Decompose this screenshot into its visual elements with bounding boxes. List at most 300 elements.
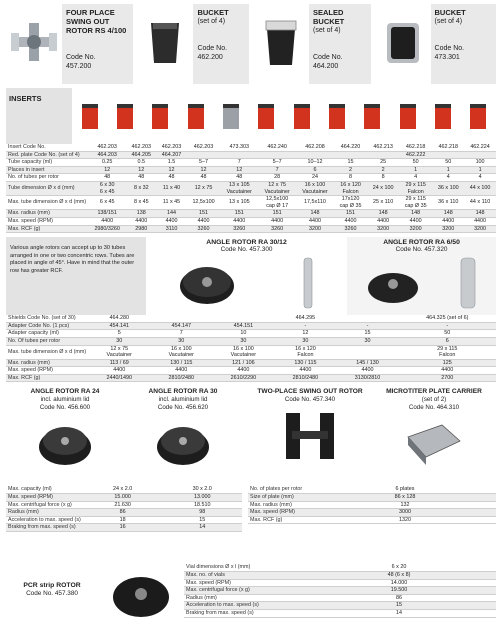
table-cell: 3260 (258, 225, 296, 233)
table-cell: 15 (336, 330, 398, 338)
table-cell: 11 x 45 (156, 196, 186, 210)
table-row (6, 486, 242, 493)
table-cell: 30 (274, 337, 336, 345)
table-cell (432, 151, 464, 159)
table-row (6, 166, 496, 174)
row-label: Max. speed (RPM) (248, 509, 314, 517)
table-cell: 1 (432, 166, 464, 174)
rotor-image (6, 4, 62, 80)
table-row (6, 330, 496, 338)
table-cell: 462.218 (399, 144, 432, 151)
table-cell (464, 151, 496, 159)
table-cell: 3260 (187, 225, 221, 233)
table-cell: 29 x 115 Falcon (399, 181, 432, 195)
table-cell: 25 (367, 159, 399, 167)
table-cell: 464.220 (334, 144, 367, 151)
table-row (184, 572, 496, 580)
row-label: Max. tube dimension Ø x d (mm) (6, 345, 88, 359)
table-cell (334, 151, 367, 159)
table-cell (212, 315, 274, 322)
table-cell: 4400 (432, 217, 464, 225)
table-cell: 1 (399, 166, 432, 174)
row-label: No. Of tubes per rotor (6, 337, 88, 345)
table-row (184, 594, 496, 602)
table-row (6, 374, 496, 382)
table-row (6, 501, 242, 509)
table-cell: 4400 (367, 217, 399, 225)
table-cell: 132 (314, 501, 496, 509)
table-cell: 2610/2290 (212, 374, 274, 382)
ra30-image (154, 417, 212, 469)
table-cell: 454.147 (150, 322, 212, 330)
table-row (248, 486, 496, 493)
row-label: Acceleration to max. speed (s) (184, 602, 302, 610)
table-row (248, 516, 496, 524)
row-label: Adapter Code No. (1 pcs) (6, 322, 88, 330)
table-cell (296, 151, 334, 159)
insert-icon (425, 88, 460, 144)
table-cell: 28 (258, 174, 296, 182)
table-cell: 48 (126, 174, 156, 182)
table-cell: 462.208 (296, 144, 334, 151)
table-cell: 6 plates (314, 486, 496, 493)
table-cell: 36 x 100 (432, 181, 464, 195)
two-place-rotor-image (278, 407, 342, 465)
ra30-card: ANGLE ROTOR RA 30 incl. aluminium lid Code No. 456.620 (124, 388, 242, 486)
table-row (184, 602, 496, 610)
table-cell: 4400 (187, 217, 221, 225)
table-row (6, 337, 496, 345)
product-sealed-bucket: SEALED BUCKET (set of 4) Code No. 464.200 (253, 4, 371, 84)
table-cell: 48 (220, 174, 258, 182)
insert-icon (213, 88, 248, 144)
table-cell: 48 (88, 174, 126, 182)
product-bucket-2: BUCKET (set of 4) Code No. 473.301 (375, 4, 496, 84)
row-label: Max. no. of vials (184, 572, 302, 580)
ra24-card: ANGLE ROTOR RA 24 incl. aluminium lid Code No. 456.600 (6, 388, 124, 486)
table-cell: 1.5 (156, 159, 186, 167)
table-cell: 29 x 115 Falcon (399, 345, 496, 359)
row-label: Red. plate Code No. (set of 4) (6, 151, 88, 159)
table-cell: 462.224 (464, 144, 496, 151)
table-cell: 148 (432, 210, 464, 218)
table-cell: 148 (367, 210, 399, 218)
table-cell: 464.325 (set of 6) (399, 315, 496, 322)
table-cell: 462.213 (367, 144, 399, 151)
table-row (6, 217, 496, 225)
row-label: Places in insert (6, 166, 88, 174)
table-cell: 4400 (88, 367, 150, 375)
table-row (6, 151, 496, 159)
insert-icon (107, 88, 142, 144)
table-cell: 6 x 45 (88, 196, 126, 210)
table-cell: 7 (150, 330, 212, 338)
table-cell: 151 (220, 210, 258, 218)
table-cell: 15 (334, 159, 367, 167)
row-label: Tube capacity (ml) (6, 159, 88, 167)
table-cell: 12,5x100 (187, 196, 221, 210)
table-cell: 4400 (399, 367, 496, 375)
table-cell: 16 x 100 Vacutainer (212, 345, 274, 359)
table-cell: 1320 (314, 516, 496, 524)
table-cell: 151 (334, 210, 367, 218)
table-cell: 4400 (296, 217, 334, 225)
table-cell: 473.303 (220, 144, 258, 151)
row-label: Max. speed (RPM) (6, 367, 88, 375)
table-cell: 30 (212, 337, 274, 345)
row-label: Max. RCF (g) (6, 225, 88, 233)
row-label: Adapter capacity (ml) (6, 330, 88, 338)
table-cell: 12 (220, 166, 258, 174)
table-cell: 464.203 (88, 151, 126, 159)
shield-50-image (458, 256, 478, 310)
table-row (6, 181, 496, 195)
table-cell: 462.203 (88, 144, 126, 151)
table-cell: 86 x 128 (314, 494, 496, 502)
table-cell (336, 315, 398, 322)
table-cell: 14 (162, 524, 242, 532)
table-cell: 454.141 (88, 322, 150, 330)
table-row (6, 159, 496, 167)
table-cell: 462.218 (432, 144, 464, 151)
table-cell: 17,5x110 (296, 196, 334, 210)
table-cell: 138/151 (88, 210, 126, 218)
row-label: Max. centrifugal force (x g) (6, 501, 83, 509)
table-cell: 24 x 100 (367, 181, 399, 195)
table-cell: 2980 (126, 225, 156, 233)
table-cell: 3260 (220, 225, 258, 233)
table-cell: 30 (88, 337, 150, 345)
table-cell: - (336, 322, 398, 330)
table-cell: 24 x 2.0 (83, 486, 163, 493)
table-cell: 10–12 (296, 159, 334, 167)
table-cell: 462.203 (156, 144, 186, 151)
table-row (248, 494, 496, 502)
insert-icon (319, 88, 354, 144)
row-label: Shields Code No. (set of 30) (6, 315, 88, 322)
shield-tube-image (300, 256, 316, 310)
table-cell: 130 / 115 (274, 359, 336, 367)
table-cell: 3000 (314, 509, 496, 517)
table-row (6, 494, 242, 502)
table-cell: 4400 (464, 217, 496, 225)
table-cell: 3260 (334, 225, 367, 233)
row-label: Max. RCF (g) (248, 516, 314, 524)
row-label: Max. speed (RPM) (6, 217, 88, 225)
insert-icon (178, 88, 213, 144)
table-cell: 18.510 (162, 501, 242, 509)
pcr-table (184, 564, 496, 617)
table-cell (367, 151, 399, 159)
table-row (6, 322, 496, 330)
table-row (6, 359, 496, 367)
table-cell: 130 / 115 (150, 359, 212, 367)
table-row (6, 174, 496, 182)
insert-images (72, 88, 496, 144)
table-cell: 3200 (296, 225, 334, 233)
table-cell: 16 x 100 Vacutainer (150, 345, 212, 359)
table-cell: 12 x 75 Vacutainer (258, 181, 296, 195)
table-cell: 4400 (150, 367, 212, 375)
table-cell: 2810/2480 (150, 374, 212, 382)
table-cell: 12 x 75 (187, 181, 221, 195)
table-cell: 12 (156, 166, 186, 174)
table-cell: 12,5x100 cap Ø 17 (258, 196, 296, 210)
inserts-title: INSERTS (6, 88, 72, 144)
table-cell: 113 / 69 (88, 359, 150, 367)
table-cell: 3110 (156, 225, 186, 233)
table-cell: 50 (399, 159, 432, 167)
table-cell: 48 (156, 174, 186, 182)
table-cell (258, 151, 296, 159)
insert-icon (461, 88, 496, 144)
table-cell: 464.295 (274, 315, 336, 322)
table-cell: 10 (212, 330, 274, 338)
table-cell: 3200 (432, 225, 464, 233)
ra24-image (36, 417, 94, 469)
angle-rotor-block (6, 237, 496, 315)
row-label: Radius (mm) (6, 509, 83, 517)
table-cell: 6 (296, 166, 334, 174)
table-cell: 144 (156, 210, 186, 218)
table-row (6, 315, 496, 322)
table-cell: 462.222 (399, 151, 432, 159)
table-cell: 4 (432, 174, 464, 182)
table-cell: 0.25 (88, 159, 126, 167)
table-cell: 25 x 110 (367, 196, 399, 210)
row-label: Max. speed (RPM) (184, 579, 302, 587)
table-cell: 50 (432, 159, 464, 167)
table-cell: 3200 (464, 225, 496, 233)
insert-icon (249, 88, 284, 144)
table-cell: 151 (187, 210, 221, 218)
insert-icon (143, 88, 178, 144)
table-cell: - (274, 322, 336, 330)
table-cell: 3200 (367, 225, 399, 233)
table-row (184, 610, 496, 618)
row-label: Max. radius (mm) (6, 210, 88, 218)
table-cell: 4400 (212, 367, 274, 375)
table-cell: 14.000 (302, 579, 496, 587)
microtiter-card: MICROTITER PLATE CARRIER (set of 2) Code No. 464.310 (372, 388, 496, 486)
inserts-header (6, 88, 496, 144)
table-cell: 16 x 120 Falcon (274, 345, 336, 359)
table-cell: 50 (399, 330, 496, 338)
table-cell: 48 (6 x 8) (302, 572, 496, 580)
product-code: 457.200 (66, 63, 92, 70)
table-cell: 8 (367, 174, 399, 182)
table-cell: 8 x 32 (126, 181, 156, 195)
table-cell: 15.000 (83, 494, 163, 502)
table-cell: 15 (302, 602, 496, 610)
table-row (184, 564, 496, 571)
table-cell: 24 (296, 174, 334, 182)
table-cell: 30 (336, 337, 398, 345)
table-cell: 6 x 20 (302, 564, 496, 571)
insert-icon (284, 88, 319, 144)
pcr-section (6, 560, 496, 628)
table-cell: 454.151 (212, 322, 274, 330)
sealed-bucket-image (253, 4, 309, 80)
table-cell: 4400 (399, 217, 432, 225)
table-cell: 21.630 (83, 501, 163, 509)
table-cell: 6 (399, 337, 496, 345)
table-cell: 13 x 105 Vacutainer (220, 181, 258, 195)
table-cell (220, 151, 258, 159)
product-rotor-rs4: FOUR PLACE SWING OUT ROTOR RS 4/100 Code No. 457.200 (6, 4, 133, 84)
row-label: Braking from max. speed (s) (184, 610, 302, 618)
angle-rotor-ra6-50: ANGLE ROTOR RA 6/50 Code No. 457.320 (347, 237, 496, 315)
row-label: Max. capacity (ml) (6, 486, 83, 493)
table-cell: 5–7 (187, 159, 221, 167)
table-cell: 36 x 110 (432, 196, 464, 210)
angle-rotor-ra30-12: ANGLE ROTOR RA 30/12 Code No. 457.300 (146, 237, 347, 315)
table-cell: 0.5 (126, 159, 156, 167)
table-cell: 1 (464, 166, 496, 174)
table-cell: 462.240 (258, 144, 296, 151)
micro-table (248, 486, 496, 524)
table-cell: 13 x 105 (220, 196, 258, 210)
row-label: Braking from max. speed (s) (6, 524, 83, 532)
table-row (6, 516, 242, 524)
row-label: Radius (mm) (184, 594, 302, 602)
table-row (6, 196, 496, 210)
table-cell: 29 x 115 cap Ø 35 (399, 196, 432, 210)
pcr-title: PCR strip ROTOR Code No. 457.380 (23, 582, 81, 598)
row-label: No. of tubes per rotor (6, 174, 88, 182)
ra-table (6, 486, 242, 532)
table-cell: 86 (83, 509, 163, 517)
pcr-rotor-image (110, 567, 172, 621)
table-cell: 12 (88, 166, 126, 174)
table-row (6, 524, 242, 532)
table-cell: 16 (83, 524, 163, 532)
bucket-image (137, 4, 193, 80)
table-cell: 16 x 120 Falcon (334, 181, 367, 195)
table-cell: 6 x 30 6 x 45 (88, 181, 126, 195)
table-cell: 462.203 (126, 144, 156, 151)
table-cell: 2810/2480 (274, 374, 336, 382)
row-label: Tube dimension Ø x d (mm) (6, 181, 88, 195)
table-cell: 148 (464, 210, 496, 218)
table-cell: 145 / 130 (336, 359, 398, 367)
table-cell: 12 (274, 330, 336, 338)
table-cell: 125 (399, 359, 496, 367)
table-cell: 30 x 2.0 (162, 486, 242, 493)
table-cell: 5–7 (258, 159, 296, 167)
table-cell: 44 x 100 (464, 181, 496, 195)
table-cell: 4400 (274, 367, 336, 375)
row-label: Size of plate (mm) (248, 494, 314, 502)
table-row (184, 587, 496, 595)
table-cell: 12 (126, 166, 156, 174)
table-cell: 86 (302, 594, 496, 602)
table-row (6, 144, 496, 151)
table-cell: 98 (162, 509, 242, 517)
row-label: No. of plates per rotor (248, 486, 314, 493)
microtiter-carrier-image (402, 417, 466, 469)
table-cell: 48 (187, 174, 221, 182)
table-cell: 12 (187, 166, 221, 174)
table-cell: 4400 (156, 217, 186, 225)
table-row (6, 345, 496, 359)
bucket-metal-image (375, 4, 431, 80)
table-cell: 8 (334, 174, 367, 182)
table-cell: 19.500 (302, 587, 496, 595)
table-row (248, 501, 496, 509)
table-cell: 462.203 (187, 144, 221, 151)
row-label: Max. radius (mm) (248, 501, 314, 509)
table-row (6, 367, 496, 375)
table-cell: 2700 (399, 374, 496, 382)
row-label: Max. RCF (g) (6, 374, 88, 382)
row-label: Acceleration to max. speed (s) (8, 516, 81, 523)
two-place-rotor-card: TWO-PLACE SWING OUT ROTOR Code No. 457.340 (248, 388, 372, 486)
table-cell: 4 (399, 174, 432, 182)
table-cell: 121 / 106 (212, 359, 274, 367)
table-cell: 4400 (336, 367, 398, 375)
insert-icon (390, 88, 425, 144)
row-label: Max. radius (mm) (6, 359, 88, 367)
table-cell: 14 (302, 610, 496, 618)
angle-rotor-image (177, 258, 237, 308)
table-cell: 13.000 (162, 494, 242, 502)
table-cell: 2 (334, 166, 367, 174)
table-cell: 7 (220, 159, 258, 167)
angle-note: Various angle rotors can accept up to 30 tubes arranged in one or two concentric rows. Tubes are placed in angle of 45°. Have in mind that the outer row has greater RCF. (6, 237, 146, 315)
table-row (248, 509, 496, 517)
table-row (184, 579, 496, 587)
table-cell: 464.205 (126, 151, 156, 159)
row-label: Insert Code No. (6, 144, 88, 151)
table-cell: 5 (88, 330, 150, 338)
table-cell: 4400 (126, 217, 156, 225)
table-cell: 15 (162, 516, 242, 524)
table-cell: 4 (464, 174, 496, 182)
table-row (6, 509, 242, 517)
inserts-table (6, 144, 496, 233)
row-label: Max. centrifugal force (x g) (184, 587, 302, 595)
product-strip (6, 4, 496, 84)
table-cell: 8 x 45 (126, 196, 156, 210)
angle-rotor-6-image (365, 260, 421, 306)
table-cell: 148 (296, 210, 334, 218)
lower-section (6, 388, 496, 556)
table-cell: - (399, 322, 496, 330)
table-cell (336, 345, 398, 359)
table-cell: 464.207 (156, 151, 186, 159)
table-cell: 18 (83, 516, 163, 524)
table-cell: 148 (399, 210, 432, 218)
row-label: Vial dimensions Ø x l (mm) (184, 564, 302, 571)
angle-table (6, 315, 496, 382)
insert-icon (355, 88, 390, 144)
table-cell: 16 x 100 Vacutainer (296, 181, 334, 195)
table-cell: 3130/2810 (336, 374, 398, 382)
table-cell: 3200 (399, 225, 432, 233)
table-cell: 44 x 110 (464, 196, 496, 210)
table-cell: 2 (367, 166, 399, 174)
table-cell: 7 (258, 166, 296, 174)
product-bucket: BUCKET (set of 4) Code No. 462.200 (137, 4, 249, 84)
table-cell: 4400 (88, 217, 126, 225)
table-cell: 100 (464, 159, 496, 167)
row-label: Max. speed (RPM) (6, 494, 83, 502)
table-cell: 464.280 (88, 315, 150, 322)
table-cell: 2980/3260 (88, 225, 126, 233)
table-row (6, 225, 496, 233)
row-label: Max. tube dimension Ø x d (mm) (6, 196, 88, 210)
